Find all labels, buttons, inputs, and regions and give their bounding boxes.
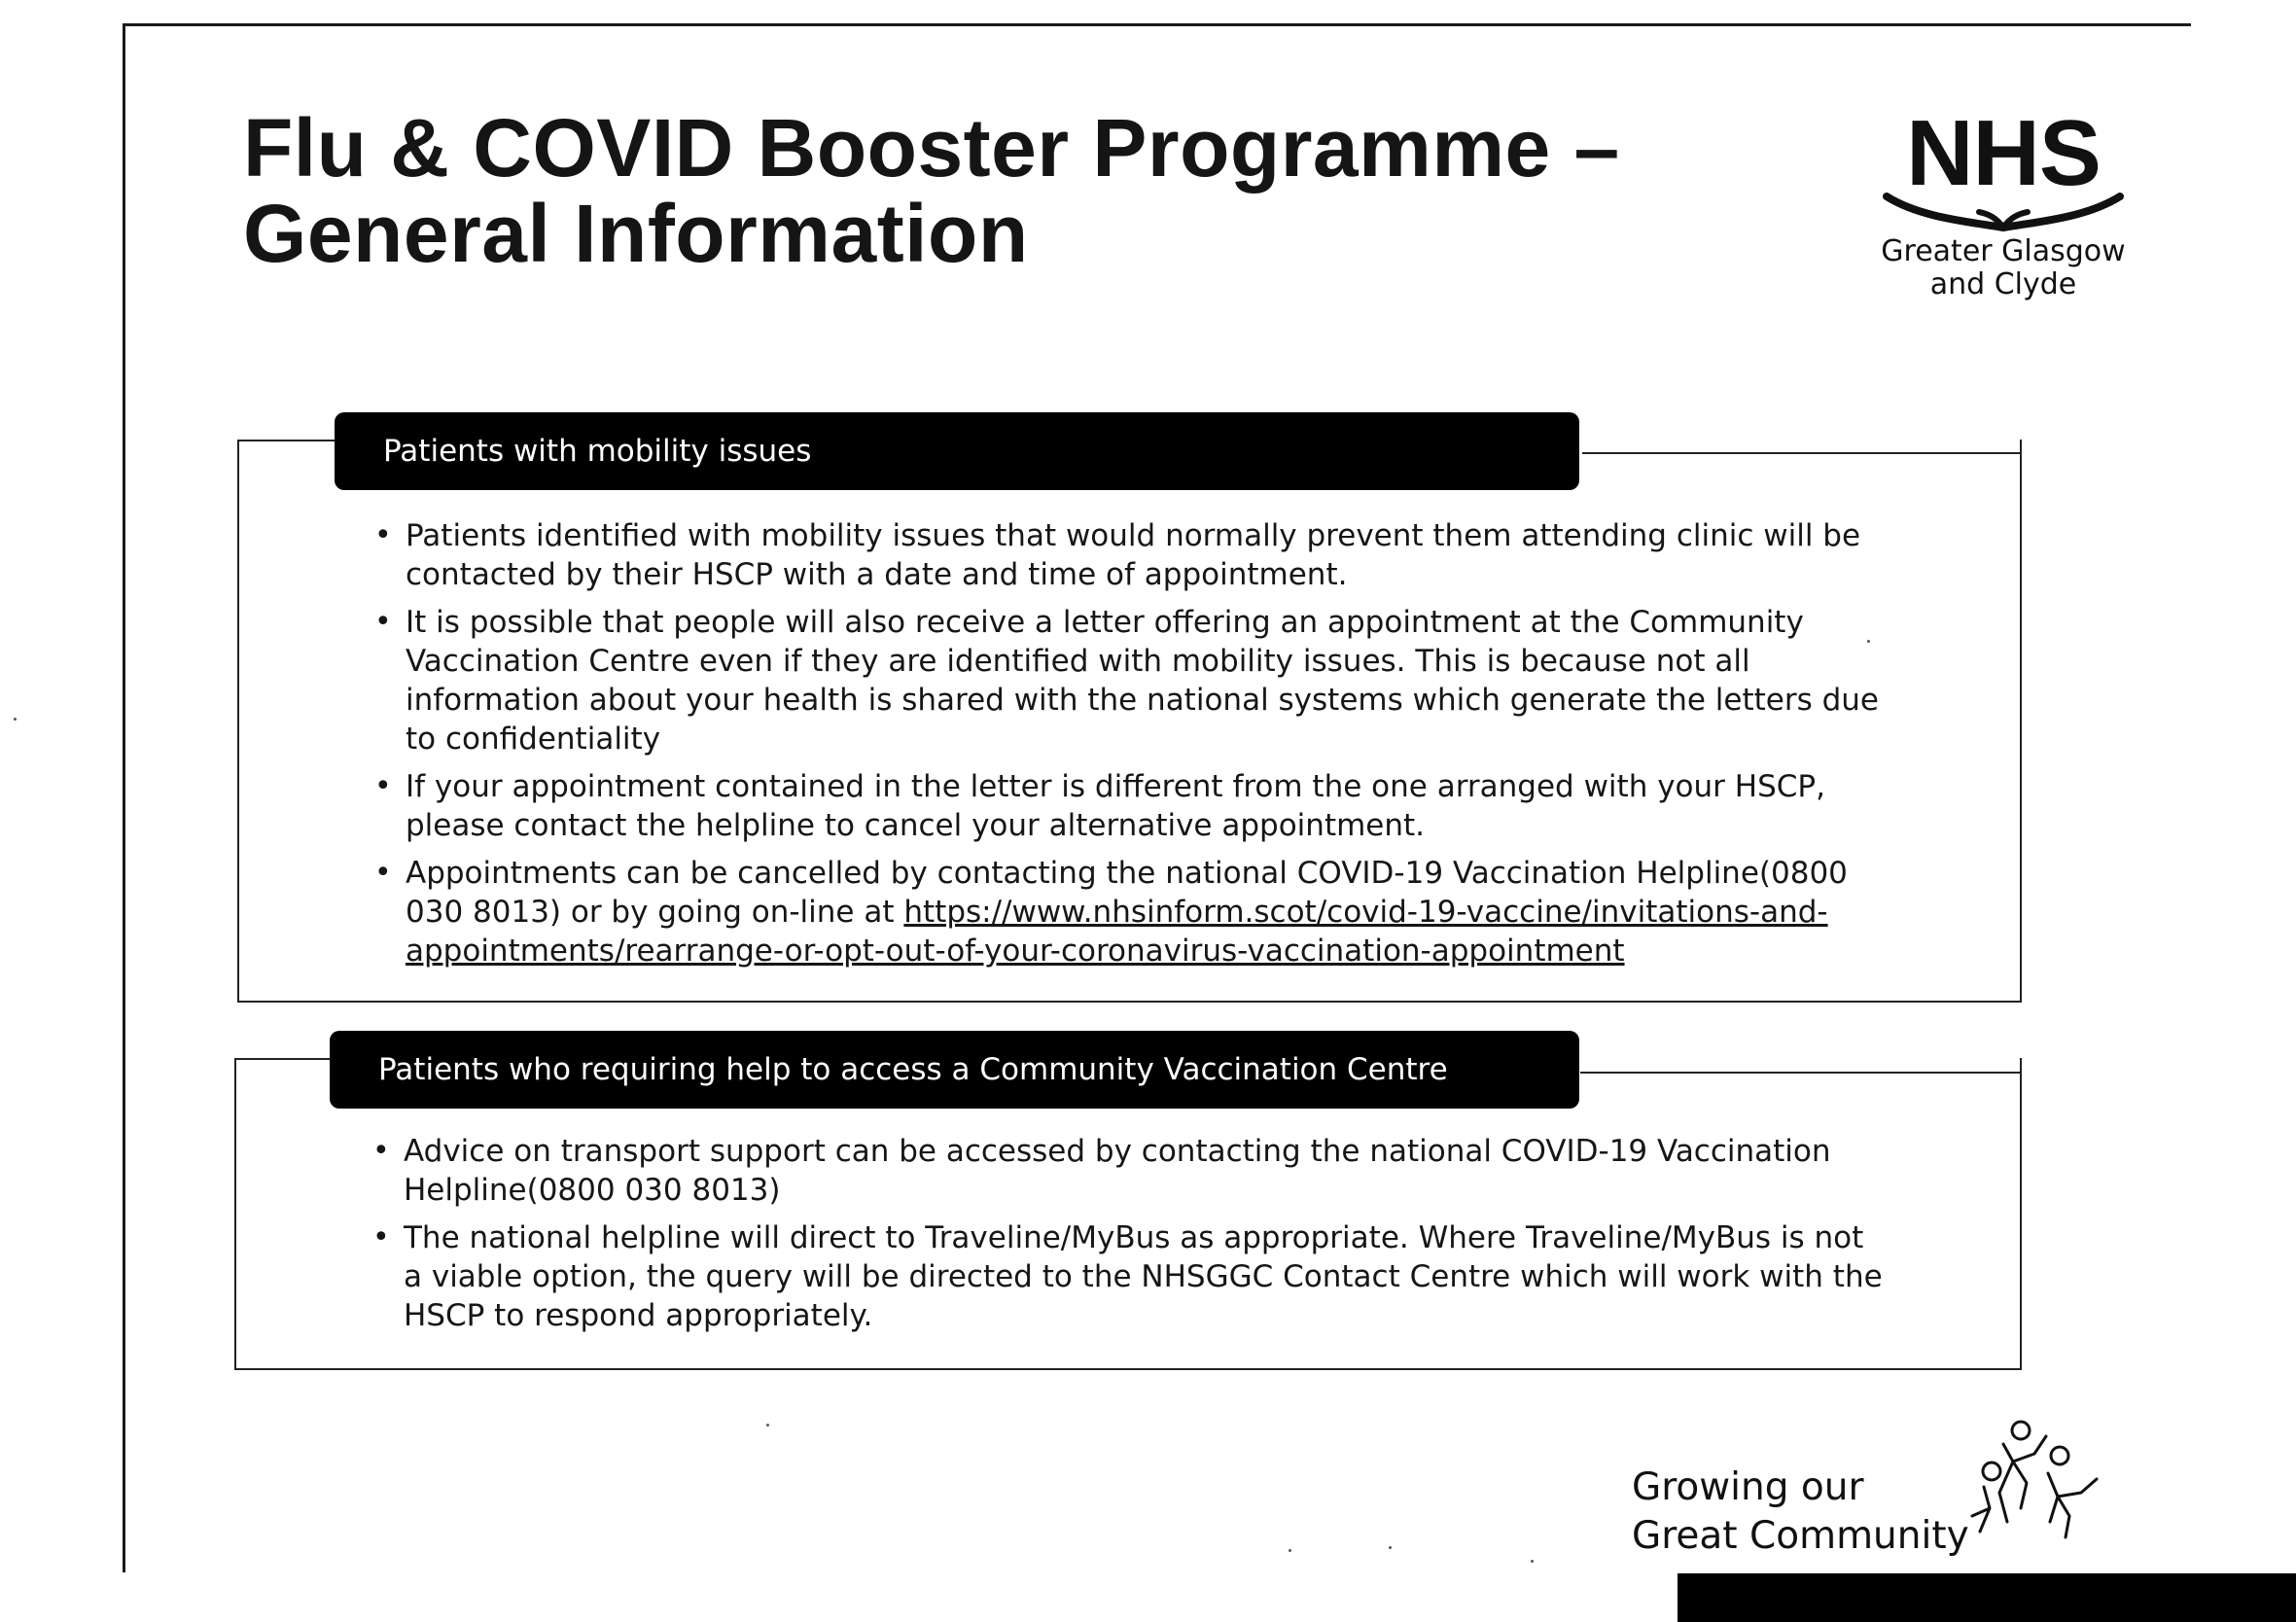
nhs-region-line-2: and Clyde xyxy=(1929,267,2077,301)
access-section-header xyxy=(330,1031,1579,1109)
scan-speck xyxy=(1289,1549,1291,1552)
list-item: • If your appointment contained in the letter is different from the one arranged with your HSCP, please contact the helpline to cancel your alternative appointment. xyxy=(374,769,1825,843)
list-item: • Appointments can be cancelled by contacting the national COVID-19 Vaccination Helpline(0800 030 8013) or by going on-line at https://www.nhsinform.scot/covid-19-vaccine/invitations-and-appointments/rearrange-or-opt-out-of-your-coronavirus-vaccination-appointment xyxy=(374,856,1848,969)
list-item: • Patients identified with mobility issues that would normally prevent them attending clinic will be contacted by their HSCP with a date and time of appointment. xyxy=(374,518,1861,592)
mobility-section-title: Patients with mobility issues xyxy=(383,434,812,469)
mobility-section-header xyxy=(335,412,1579,490)
nhs-logo xyxy=(1853,101,2154,311)
slogan-line-1: Growing our xyxy=(1632,1465,1864,1509)
bullet-text: Patients identified with mobility issues that would normally prevent them attending clinic will be contacted by their HSCP with a date and time of appointment. xyxy=(406,518,1861,592)
scan-speck xyxy=(1389,1546,1392,1549)
page-title-line-1: Flu & COVID Booster Programme – xyxy=(243,102,1620,194)
scan-speck xyxy=(766,1424,769,1427)
bullet-text: If your appointment contained in the letter is different from the one arranged with your HSCP, please contact the helpline to cancel your alternative appointment. xyxy=(406,769,1825,843)
box-border-right-segment xyxy=(1580,1072,2020,1074)
community-logo xyxy=(1629,1415,2135,1580)
scan-speck xyxy=(14,718,17,721)
bullet-text: Advice on transport support can be accessed by contacting the national COVID-19 Vaccination Helpline(0800 030 8013) xyxy=(404,1134,1831,1208)
box-border-left-segment xyxy=(239,440,335,441)
people-figures-icon xyxy=(1964,1415,2110,1570)
list-item: • The national helpline will direct to Traveline/MyBus as appropriate. Where Traveline/MyBus is not a viable option, the query will be directed to the NHSGGC Contact Centre which will work with the HSCP to respond appropriately. xyxy=(372,1220,1883,1333)
box-border-left-segment xyxy=(236,1058,334,1060)
access-bullet-list xyxy=(372,1132,1890,1344)
nhs-region-line-1: Greater Glasgow xyxy=(1881,234,2126,268)
access-section-title: Patients who requiring help to access a Community Vaccination Centre xyxy=(378,1052,1448,1087)
scan-speck xyxy=(1867,640,1870,643)
footer-black-bar xyxy=(1678,1573,2296,1622)
list-item: • It is possible that people will also receive a letter offering an appointment at the Community Vaccination Centre even if they are identified with mobility issues. This is because not all information about your health is shared with the national systems which generate the letters due to confidentiality xyxy=(374,605,1880,757)
bullet-text: Appointments can be cancelled by contacting the national COVID-19 Vaccination Helpline(0800 030 8013) or by going on-line at xyxy=(406,856,1848,930)
page-title-line-2: General Information xyxy=(243,188,1029,279)
scan-speck xyxy=(1531,1560,1534,1563)
list-item: • Advice on transport support can be accessed by contacting the national COVID-19 Vaccination Helpline(0800 030 8013) xyxy=(372,1134,1831,1208)
slogan-line-2: Great Community xyxy=(1632,1514,1969,1558)
nhs-region xyxy=(1853,235,2154,301)
bullet-text: It is possible that people will also receive a letter offering an appointment at the Community Vaccination Centre even if they are identified with mobility issues. This is because not all information about your health is shared with the national systems which generate the letters due to confidentiality xyxy=(406,605,1880,757)
page-title xyxy=(243,102,1702,279)
nhs-brand: NHS xyxy=(1906,101,2101,205)
bullet-text: The national helpline will direct to Traveline/MyBus as appropriate. Where Traveline/MyBus is not a viable option, the query will be directed to the NHSGGC Contact Centre which will work with the HSCP to respond appropriately. xyxy=(404,1220,1883,1333)
community-slogan xyxy=(1632,1463,1969,1561)
nhs-swoosh-icon xyxy=(1882,189,2125,237)
box-border-right-segment xyxy=(1582,452,2020,454)
mobility-bullet-list xyxy=(374,516,1891,979)
nhsinform-link[interactable]: https://www.nhsinform.scot/covid-19-vaccine/invitations-and-appointments/rearrange-or-opt-out-of-your-coronavirus-vaccination-appointment xyxy=(406,895,1828,969)
